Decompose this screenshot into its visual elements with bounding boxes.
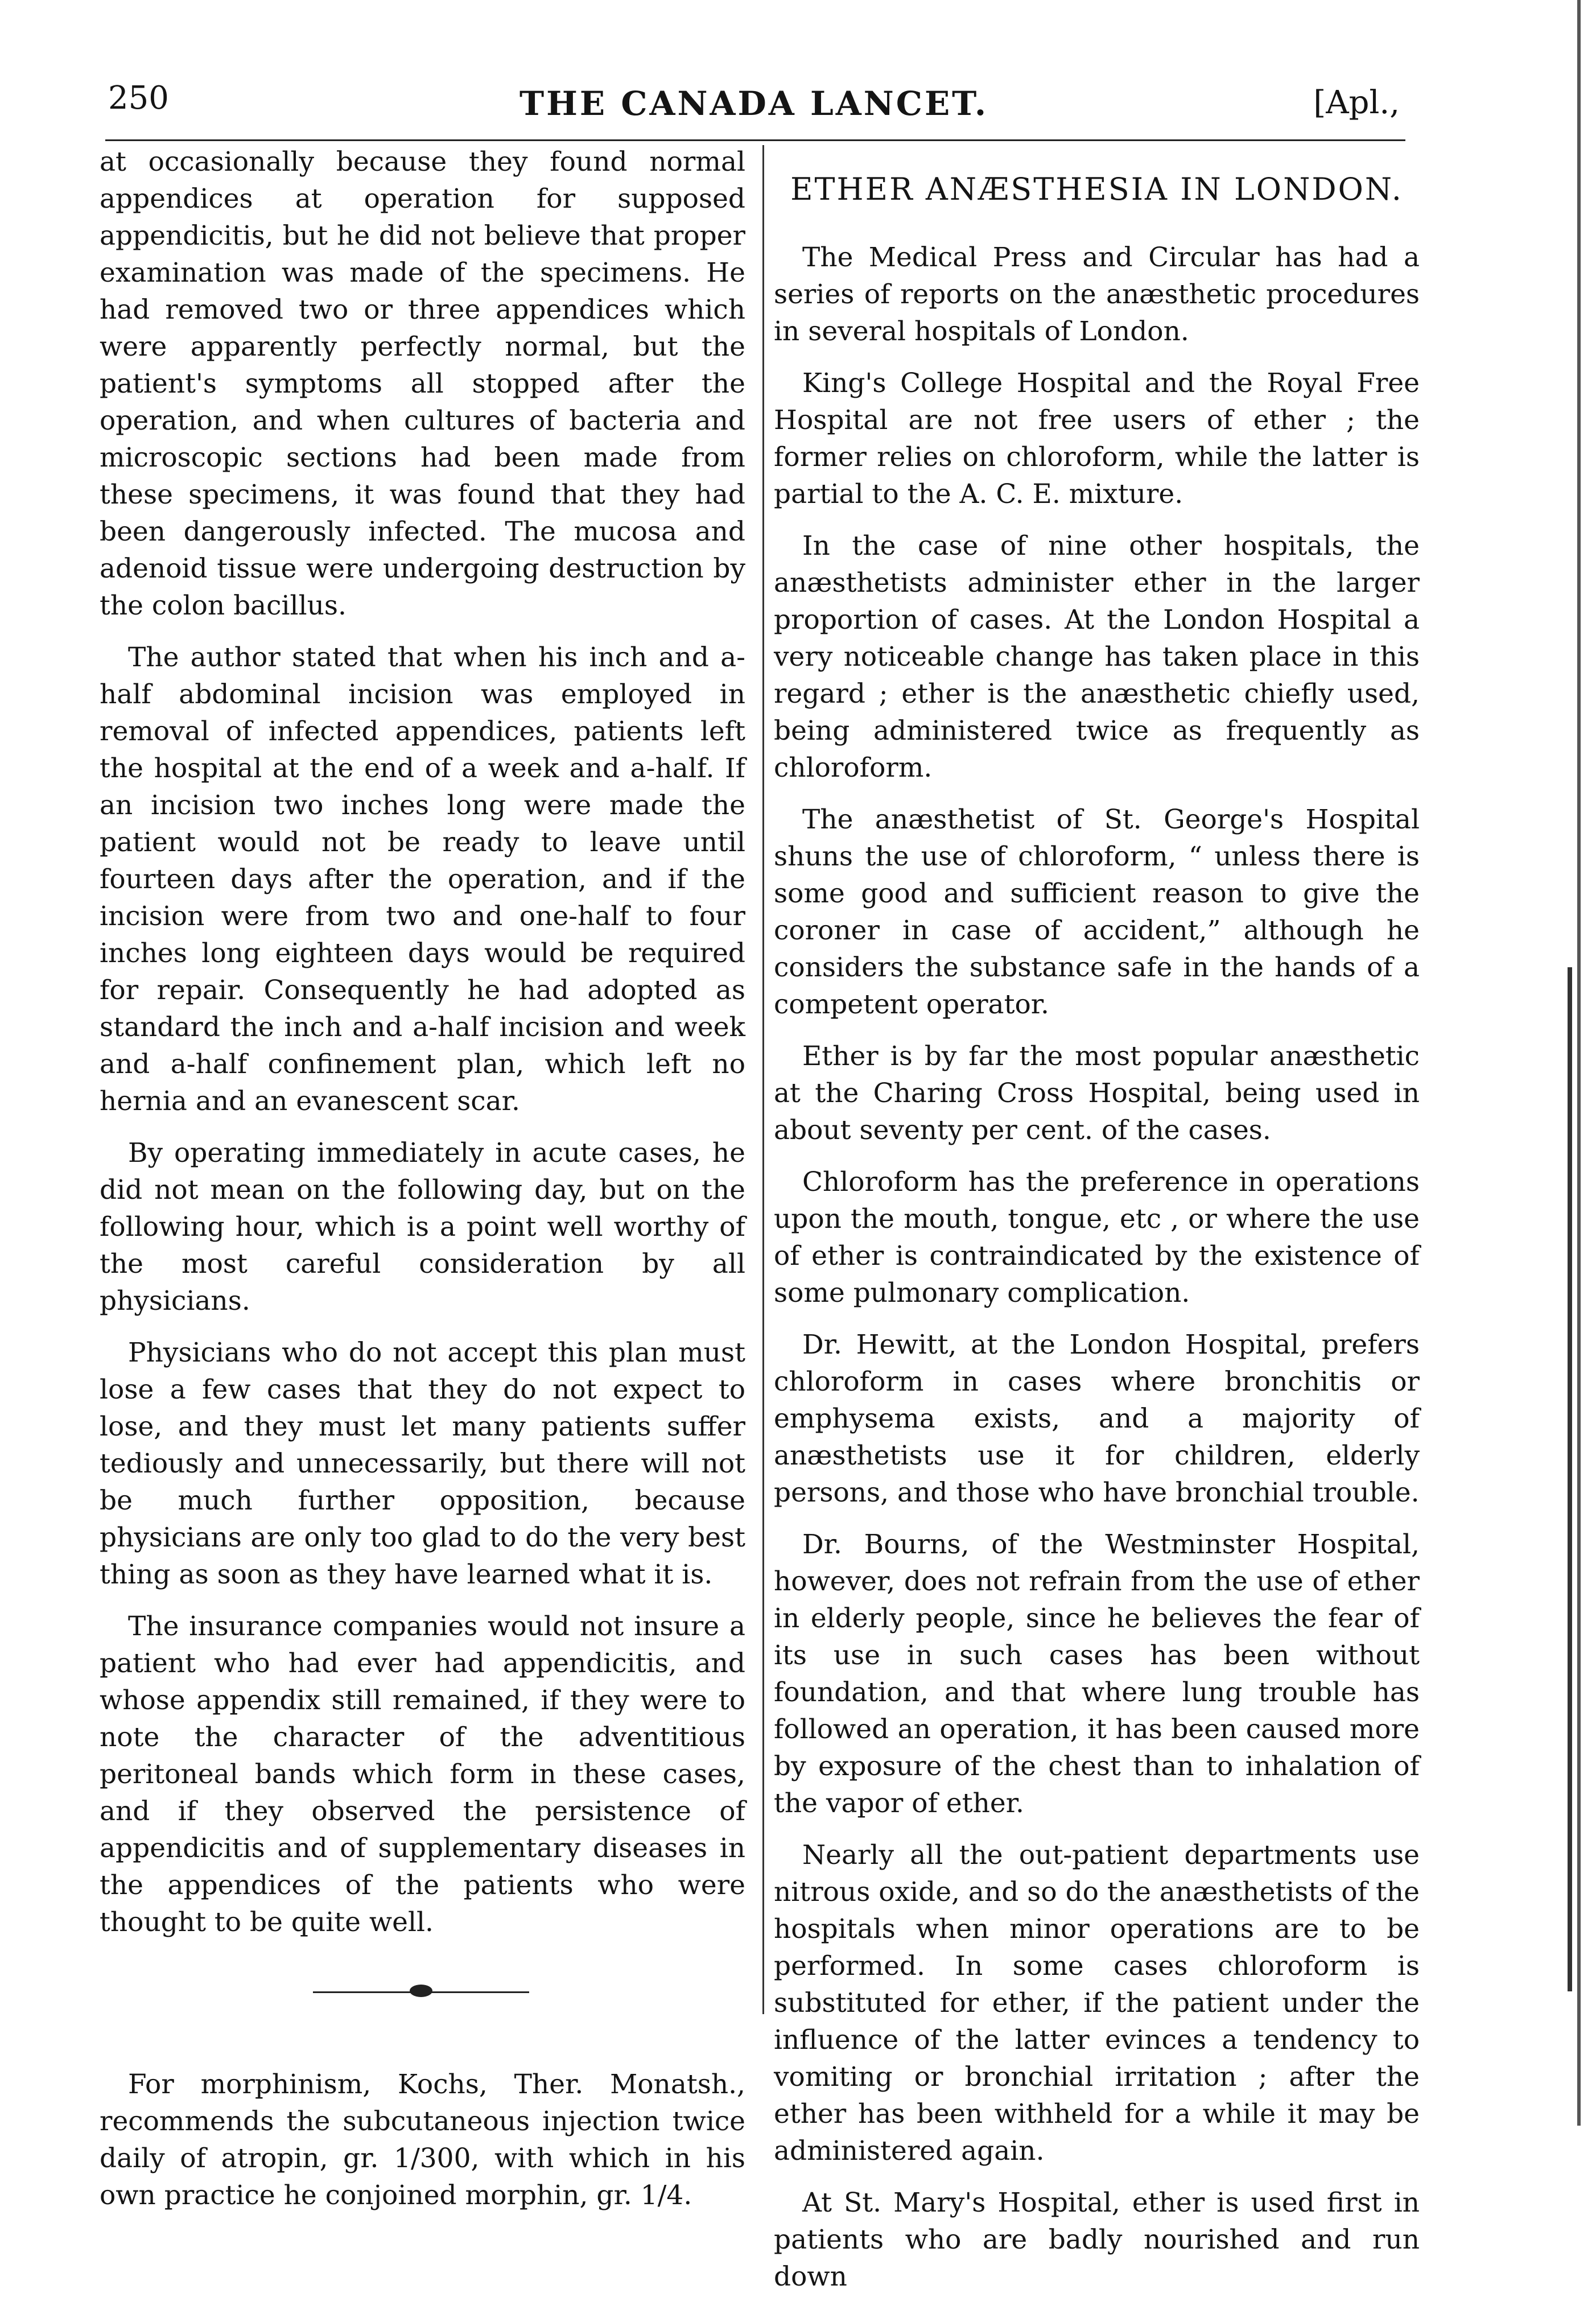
column-divider [762,145,764,2014]
paragraph: The author stated that when his inch and a-half abdominal incision was employed in removal of infected appendices, patients left the hospital at the end of a week and a-half. If an incision two inches long were made the patient would not be ready to leave until fourteen days after the operation, and if the incision were from two and one-half to four inches long eighteen days would be required for repair. Consequently he had adopted as standard the inch and a-half incision and week and a-half confinement plan, which left no hernia and an evanescent scar. [100,642,745,1117]
paragraph: King's College Hospital and the Royal Free Hospital are not free users of ether ; the former relies on chloroform, while the latter is partial to the A. C. E. mixture. [774,368,1420,510]
binding-edge [1577,0,1581,2126]
paragraph: At St. Mary's Hospital, ether is used first in patients who are badly nourished and run down [774,2187,1420,2292]
paragraph: By operating immediately in acute cases, he did not mean on the following day, but on the following hour, which is a point well worthy of the most careful consideration by all physicians. [100,1137,745,1317]
issue-month: [Apl., [1313,84,1400,121]
paragraph: Chloroform has the preference in operations upon the mouth, tongue, etc , or where the use of ether is contraindicated by the existence of some pulmonary complication. [774,1166,1420,1309]
binding-edge-inner [1568,967,1572,1991]
article-title: ETHER ANÆSTHESIA IN LONDON. [790,171,1403,207]
paragraph: In the case of nine other hospitals, the anæsthetists administer ether in the larger proportion of cases. At the London Hospital a very noticeable change has taken place in this regard ; ether is the anæsthetic chiefly used, being administered twice as frequently as chloroform. [774,530,1420,783]
paragraph: at occasionally because they found normal appendices at operation for supposed appendicitis, but he did not believe that proper examination was made of the specimens. He had removed two or three appendices which were apparently perfectly normal, but the patient's symptoms all stopped after the operation, and when cultures of bacteria and microscopic sections had been made from these specimens, it was found that they had been dangerously infected. The mucosa and adenoid tissue were undergoing destruction by the colon bacillus. [100,146,745,621]
left-column [100,143,745,2229]
paragraph: The anæsthetist of St. George's Hospital shuns the use of chloroform, “ unless there is some good and sufficient reason to give the coroner in case of accident,” although he considers the substance safe in the hands of a competent operator. [774,804,1420,1020]
page-header [108,80,1400,137]
paragraph: Nearly all the out-patient departments use nitrous oxide, and so do the anæsthetists of the hospitals when minor operations are to be performed. In some cases chloroform is substituted for ether, if the patient under the influence of the latter evinces a tendency to vomiting or bronchial irritation ; after the ether has been withheld for a while it may be administered again. [774,1839,1420,2167]
morphinism-note: For morphinism, Kochs, Ther. Monatsh., recommends the subcutaneous injection twice daily of atropin, gr. 1/300, with which in his own practice he conjoined morphin, gr. 1/4. [100,2069,745,2211]
paragraph: Dr. Bourns, of the Westminster Hospital, however, does not refrain from the use of ether in elderly people, since he believes the fear of its use in such cases has been without foundation, and that where lung trouble has followed an operation, it has been caused more by exposure of the chest than to inhalation of the vapor of ether. [774,1529,1420,1819]
paragraph: The Medical Press and Circular has had a series of reports on the anæsthetic procedures in several hospitals of London. [774,242,1420,347]
journal-title: THE CANADA LANCET. [519,84,989,123]
paragraph: The insurance companies would not insure a patient who had ever had appendicitis, and whose appendix still remained, if they were to note the character of the adventitious peritoneal bands which form in these cases, and if they observed the persistence of appendicitis and of supplementary diseases in the appendices of the patients who were thought to be quite well. [100,1611,745,1938]
paragraph: Ether is by far the most popular anæsthetic at the Charing Cross Hospital, being used in about seventy per cent. of the cases. [774,1041,1420,1146]
paragraph: Dr. Hewitt, at the London Hospital, prefers chloroform in cases where bronchitis or emphysema exists, and a majority of anæsthetists use it for children, elderly persons, and those who have bronchial trouble. [774,1329,1420,1508]
paragraph: Physicians who do not accept this plan must lose a few cases that they do not expect to lose, and they must let many patients suffer tediously and unnecessarily, but there will not be much further opposition, because physicians are only too glad to do the very best thing as soon as they have learned what it is. [100,1337,745,1590]
page-number: 250 [108,80,169,117]
right-column [774,171,1420,2310]
header-rule [105,139,1405,141]
section-ornament [100,1972,745,2012]
